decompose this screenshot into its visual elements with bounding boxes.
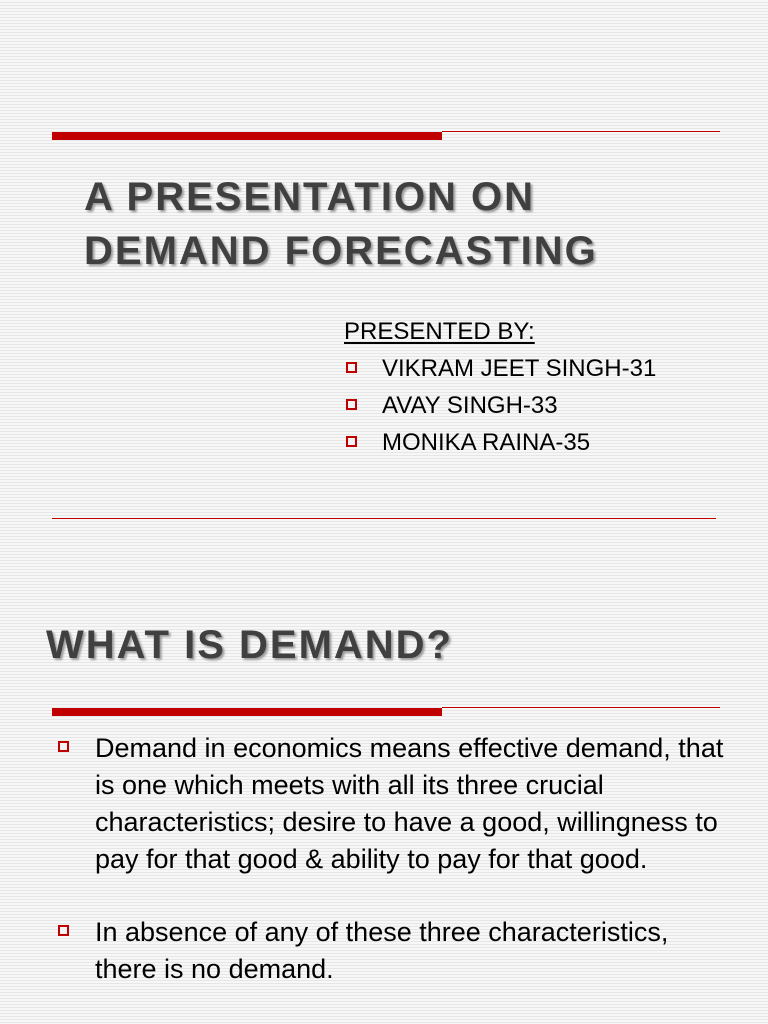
presenter-item — [344, 424, 656, 461]
hollow-square-bullet-icon — [58, 925, 69, 936]
hollow-square-bullet-icon — [346, 399, 357, 410]
accent-line-top — [442, 707, 720, 708]
title-line-1: A PRESENTATION ON — [84, 175, 536, 219]
presenter-name: MONIKA RAINA-35 — [382, 429, 591, 456]
presenter-list — [344, 350, 656, 461]
accent-bar-thick — [52, 708, 442, 716]
hollow-square-bullet-icon — [346, 436, 357, 447]
presenter-name: AVAY SINGH-33 — [382, 392, 558, 419]
presentation-title — [84, 170, 598, 278]
slide-what-is-demand — [0, 540, 768, 1024]
accent-line-bottom — [52, 518, 716, 519]
slide-title: WHAT IS DEMAND? — [46, 623, 453, 667]
content-bullet-text: Demand in economics means effective demand, that is one which meets with all its three crucial characteristics; desire to have a good, willingness to pay for that good & ability to pay for that good. — [95, 733, 724, 874]
content-bullet-list — [56, 730, 736, 1024]
hollow-square-bullet-icon — [346, 362, 357, 373]
content-bullet-item — [56, 914, 736, 988]
accent-line-top — [442, 131, 720, 132]
presenters-block — [344, 314, 656, 461]
presenter-name: VIKRAM JEET SINGH-31 — [382, 355, 657, 382]
presented-by-label: PRESENTED BY: — [344, 318, 535, 345]
content-bullet-text: In absence of any of these three characteristics, there is no demand. — [95, 917, 669, 984]
accent-bar-thick — [52, 132, 442, 140]
presenter-item — [344, 350, 656, 387]
title-line-2: DEMAND FORECASTING — [84, 229, 598, 273]
presenter-item — [344, 387, 656, 424]
hollow-square-bullet-icon — [58, 741, 69, 752]
content-bullet-item — [56, 730, 736, 878]
